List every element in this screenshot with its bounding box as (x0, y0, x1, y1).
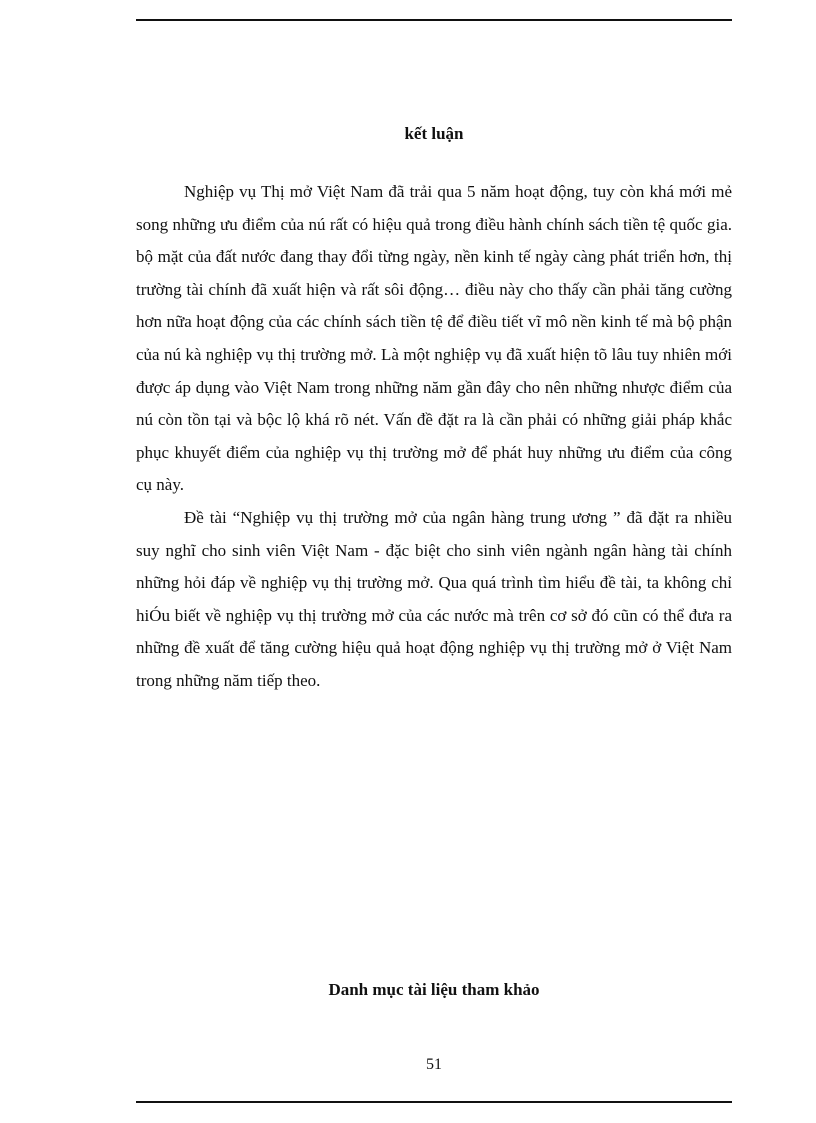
header-rule (136, 19, 732, 21)
page-number: 51 (426, 1056, 442, 1073)
conclusion-body (136, 176, 732, 698)
references-heading: Danh mục tài liệu tham khảo (328, 980, 540, 999)
paragraph: Đề tài “Nghiệp vụ thị trường mở của ngân hàng trung ương ” đã đặt ra nhiều suy nghĩ cho sinh viên Việt Nam - đặc biệt cho sinh viên ngành ngân hàng tài chính những hỏi đáp về nghiệp vụ thị trường mở. Qua quá trình tìm hiểu đề tài, ta không chỉ hiÓu biết về nghiệp vụ thị trường mở của các nước mà trên cơ sở đó cũn có thể đưa ra những đề xuất để tăng cường hiệu quả hoạt động nghiệp vụ thị trường mở ở Việt Nam trong những năm tiếp theo. (136, 507, 732, 690)
paragraph: Nghiệp vụ Thị mở Việt Nam đã trải qua 5 năm hoạt động, tuy còn khá mới mẻ song những ưu điểm của nú rất có hiệu quả trong điều hành chính sách tiền tệ quốc gia. bộ mặt của đất nước đang thay đổi từng ngày, nền kinh tế ngày càng phát triển hơn, thị trường tài chính đã xuất hiện và rất sôi động… điều này cho thấy cần phải tăng cường hơn nữa hoạt động của các chính sách tiền tệ để điều tiết vĩ mô nền kinh tế mà bộ phận của nú kà nghiệp vụ thị trường mở. Là một nghiệp vụ đã xuất hiện tõ lâu tuy nhiên mới được áp dụng vào Việt Nam trong những năm gần đây cho nên những nhược điểm của nú còn tồn tại và bộc lộ khá rõ nét. Vấn đề đặt ra là cần phải có những giải pháp khắc phục khuyết điểm của nghiệp vụ thị trường mở để phát huy những ưu điểm của công cụ này. (136, 182, 732, 495)
conclusion-heading: kết luận (404, 124, 464, 143)
footer-rule (136, 1101, 732, 1103)
